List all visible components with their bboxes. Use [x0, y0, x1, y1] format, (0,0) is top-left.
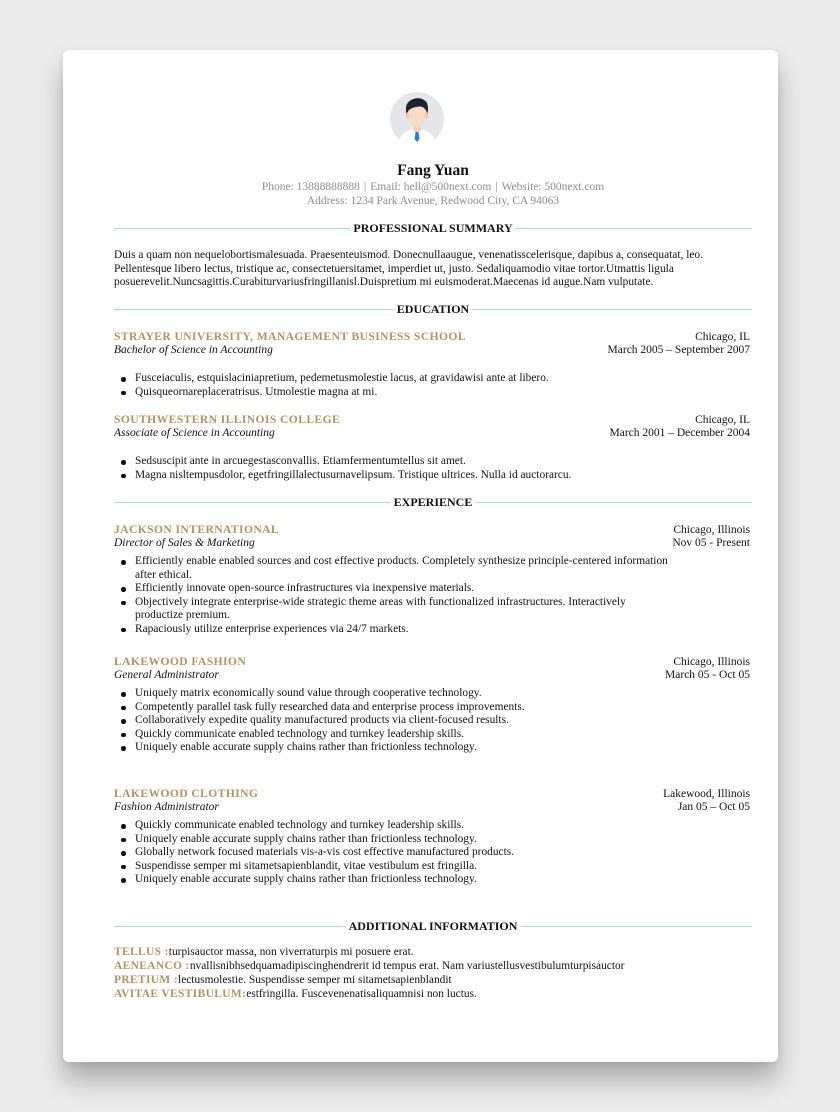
experience-bullets — [114, 819, 675, 887]
experience-bullets — [114, 555, 675, 637]
additional-item — [114, 974, 452, 988]
job-location: Chicago, Illinois — [673, 656, 750, 668]
list-item: Sedsuscipit ante in arcuegestasconvallis. Etiamfermentumtellus sit amet. — [135, 455, 675, 469]
education-bullets — [114, 372, 675, 399]
additional-text: lectusmolestie. Suspendisse semper mi sitametsapienblandit — [178, 974, 452, 986]
degree: Bachelor of Science in Accounting — [114, 344, 273, 356]
additional-item — [114, 988, 477, 1002]
additional-key: TELLUS : — [114, 946, 169, 958]
section-header-experience — [114, 495, 752, 509]
list-item: Quickly communicate enabled technology and turnkey leadership skills. — [135, 819, 675, 833]
school-dates: March 2005 – September 2007 — [607, 344, 750, 356]
job-dates: Jan 05 – Oct 05 — [677, 801, 750, 813]
job-role: Director of Sales & Marketing — [114, 537, 255, 549]
job-role: Fashion Administrator — [114, 801, 219, 813]
job-location: Lakewood, Illinois — [663, 788, 750, 800]
list-item: Uniquely enable accurate supply chains rather than frictionless technology. — [135, 833, 675, 847]
section-title: ADDITIONAL INFORMATION — [346, 919, 521, 933]
section-header-education — [114, 302, 752, 316]
person-avatar-icon — [390, 92, 444, 146]
list-item: Magna nisltempusdolor, egetfringillalectusurnavelipsum. Tristique ultrices. Nulla id auctorarcu. — [135, 469, 675, 483]
summary-line: posuerevelit.Nuncsagittis.Curabiturvariusfringillanisl.Duispretium mi euismoderat.Maecenas id augue.Nam vulputate. — [114, 276, 654, 288]
contact-line: Phone: 13888888888 | Email: hell@500next.com | Website: 500next.com — [261, 181, 605, 193]
additional-key: AVITAE VESTIBULUM: — [114, 988, 247, 1000]
email: Email: hell@500next.com — [370, 181, 492, 193]
school-name: SOUTHWESTERN ILLINOIS COLLEGE — [114, 413, 341, 426]
job-dates: Nov 05 - Present — [672, 537, 750, 549]
additional-item — [114, 946, 414, 960]
summary-line: Pellentesque libero lectus, tristique ac, consectetuersitamet, imperdiet ut, justo. Sedaliquamodio vitae tortor.Utmattis ligula — [114, 262, 674, 275]
additional-text: nvallisnibhsedquamadipiscinghendrerit id tempus erat. Nam variustellusvestibulumturpisauctor — [189, 960, 625, 972]
website: Website: 500next.com — [501, 181, 605, 193]
additional-text: estfringilla. Fuscevenenatisaliquamnisi non luctus. — [246, 988, 477, 1000]
job-location: Chicago, Illinois — [673, 524, 750, 536]
job-dates: March 05 - Oct 05 — [665, 669, 750, 681]
additional-key: PRETIUM : — [114, 974, 179, 986]
school-location: Chicago, IL — [695, 331, 750, 343]
company-name: LAKEWOOD CLOTHING — [114, 787, 259, 800]
list-item: Competently parallel task fully researched data and enterprise process improvements. — [135, 701, 675, 715]
education-bullets — [114, 455, 675, 482]
summary-text — [114, 249, 752, 290]
list-item: Fusceiaculis, estquislaciniapretium, pedemetusmolestie lacus, at gravidawisi ante at libero. — [135, 372, 675, 386]
degree: Associate of Science in Accounting — [114, 427, 275, 439]
section-header-summary — [114, 221, 752, 235]
company-name: LAKEWOOD FASHION — [114, 655, 247, 668]
experience-bullets — [114, 687, 675, 755]
school-name: STRAYER UNIVERSITY, MANAGEMENT BUSINESS SCHOOL — [114, 330, 467, 343]
additional-key: AENEANCO : — [114, 960, 190, 972]
candidate-name: Fang Yuan — [397, 162, 469, 179]
address: Address: 1234 Park Avenue, Redwood City, CA 94063 — [306, 195, 560, 207]
school-dates: March 2001 – December 2004 — [609, 427, 750, 439]
section-title: EXPERIENCE — [391, 495, 476, 509]
additional-text: turpisauctor massa, non viverraturpis mi posuere erat. — [168, 946, 414, 958]
company-name: JACKSON INTERNATIONAL — [114, 523, 280, 536]
section-title: EDUCATION — [394, 302, 472, 316]
additional-item — [114, 960, 624, 974]
list-item: Quickly communicate enabled technology and turnkey leadership skills. — [135, 728, 675, 742]
list-item: Rapaciously utilize enterprise experiences via 24/7 markets. — [135, 623, 675, 637]
list-item: Efficiently enable enabled sources and cost effective products. Completely synthesize principle-centered information after ethical. — [135, 555, 675, 582]
section-title: PROFESSIONAL SUMMARY — [350, 221, 515, 235]
resume-page — [63, 50, 778, 1062]
school-location: Chicago, IL — [695, 414, 750, 426]
list-item: Globally network focused materials vis-a-vis cost effective manufactured products. — [135, 846, 675, 860]
list-item: Efficiently innovate open-source infrastructures via inexpensive materials. — [135, 582, 675, 596]
summary-line: Duis a quam non nequelobortismalesuada. Praesenteuismod. Donecnullaaugue, venenatisscelerisque, dapibus a, consequatat, leo. — [114, 249, 703, 261]
section-header-additional — [114, 919, 752, 933]
list-item: Collaboratively expedite quality manufactured products via client-focused results. — [135, 714, 675, 728]
phone: Phone: 13888888888 — [261, 181, 360, 193]
job-role: General Administrator — [114, 669, 219, 681]
list-item: Objectively integrate enterprise-wide strategic theme areas with functionalized infrastructures. Interactively productize premium. — [135, 596, 675, 623]
list-item: Suspendisse semper mi sitametsapienblandit, vitae vestibulum est fringilla. — [135, 860, 675, 874]
list-item: Quisqueornareplaceratrisus. Utmolestie magna at mi. — [135, 386, 675, 400]
list-item: Uniquely matrix economically sound value through cooperative technology. — [135, 687, 675, 701]
list-item: Uniquely enable accurate supply chains rather than frictionless technology. — [135, 873, 675, 887]
list-item: Uniquely enable accurate supply chains rather than frictionless technology. — [135, 741, 675, 755]
